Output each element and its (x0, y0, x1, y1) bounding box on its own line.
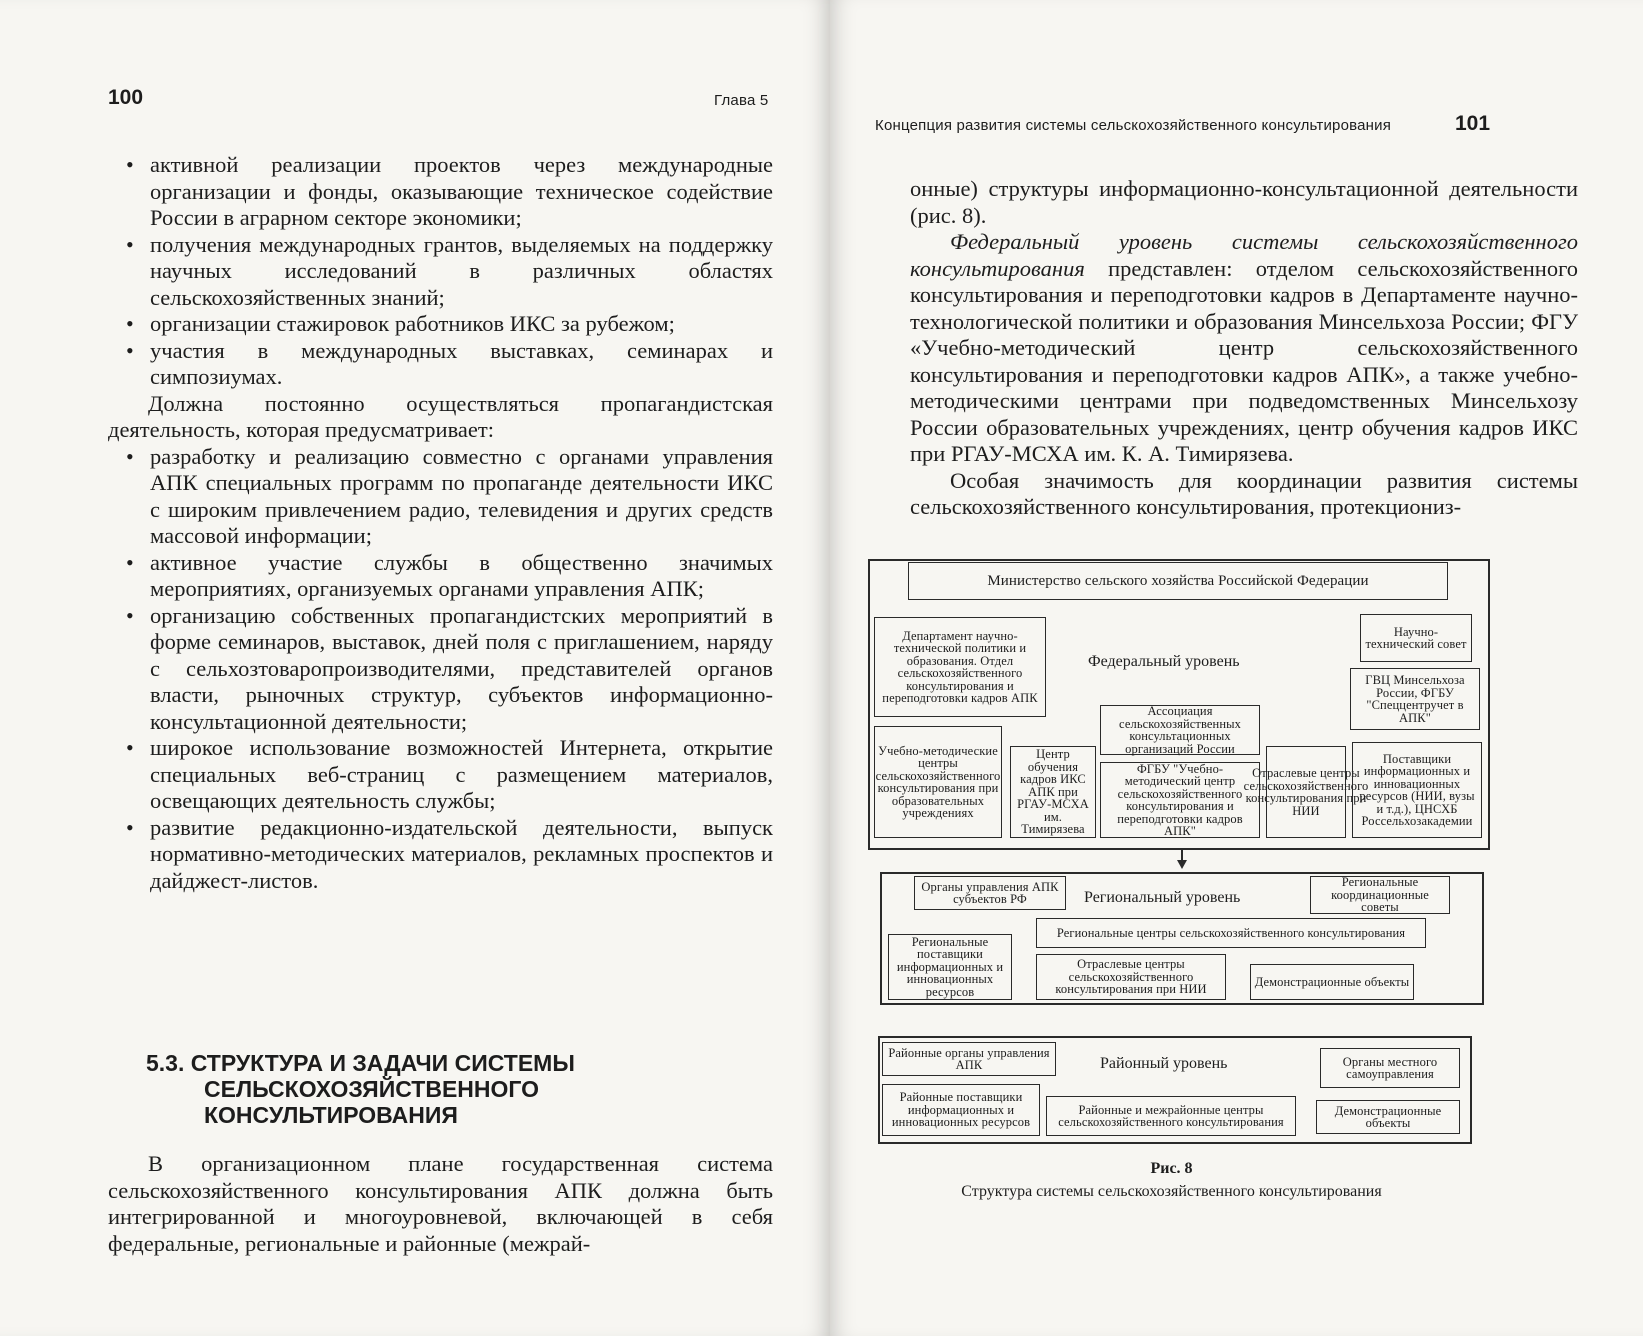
edu-centers-box: Учебно-методические центры сельскохозяйственного консультирования при образовательных учреждениях (874, 726, 1002, 838)
district-level-label: Районный уровень (1100, 1055, 1228, 1072)
italic-term: Федеральный уровень системы сельскохозяйственного консультирования (910, 229, 1578, 281)
district-demo-box: Демонстрационные объекты (1316, 1100, 1460, 1134)
training-center-box: Центр обучения кадров ИКС АПК при РГАУ-МСХА им. Тимирязева (1010, 746, 1096, 838)
arrow-line (1181, 850, 1183, 862)
regional-level-label: Региональный уровень (1084, 889, 1241, 906)
paragraph-federal (910, 229, 1578, 468)
figure-caption: Структура системы сельскохозяйственного консультирования (961, 1183, 1382, 1200)
department-box: Департамент научно-технической политики и образования. Отдел сельскохозяйственного консультирования и переподготовки кадров АПК (874, 617, 1046, 717)
federal-level-frame (868, 559, 1490, 850)
list-item: • активное участие службы в общественно значимых мероприятиях, организуемых органами управления АПК; (108, 550, 773, 603)
paragraph-propaganda: Должна постоянно осуществляться пропагандистская деятельность, которая предусматривает: (108, 390, 773, 442)
list-item: • разработку и реализацию совместно с органами управления АПК специальных программ по пропаганде деятельности ИКС с широким привлечением радио, телевидения и других средств массовой информации; (108, 444, 773, 550)
list-item: • развитие редакционно-издательской деятельности, выпуск нормативно-методических материалов, рекламных проспектов и дайджест-листов. (108, 815, 773, 895)
district-self-gov-box: Органы местного самоуправления (1320, 1048, 1460, 1088)
figure-number: Рис. 8 (1150, 1160, 1193, 1177)
regional-councils-box: Региональные координационные советы (1310, 876, 1450, 914)
section-heading: 5.3. СТРУКТУРА И ЗАДАЧИ СИСТЕМЫ СЕЛЬСКОХОЗЯЙСТВЕННОГО КОНСУЛЬТИРОВАНИЯ (146, 1050, 575, 1128)
bullet-list-propaganda (108, 444, 773, 895)
bullet-list-international (108, 152, 773, 391)
list-item: • организацию собственных пропагандистских мероприятий в форме семинаров, выставок, дней поля с приглашением, наряду с сельхозтоваропроизводителями, представителей органов власти, рыночных структур, субъектов информационно-консультационной деятельности; (108, 603, 773, 736)
list-item: • получения международных грантов, выделяемых на поддержку научных исследований в различных областях сельскохозяйственных знаний; (108, 232, 773, 312)
list-item: • широкое использование возможностей Интернета, открытие специальных веб-страниц с размещением материалов, освещающих деятельность службы; (108, 735, 773, 815)
district-centers-box: Районные и межрайонные центры сельскохозяйственного консультирования (1046, 1096, 1296, 1136)
running-head-left: Глава 5 (714, 92, 769, 109)
association-box: Ассоциация сельскохозяйственных консультационных организаций России (1100, 705, 1260, 755)
running-head-right: Концепция развития системы сельскохозяйственного консультирования (875, 117, 1392, 134)
paragraph-special: Особая значимость для координации развития системы сельскохозяйственного консультирования, протекциониз- (910, 467, 1578, 519)
right-body-text (910, 176, 1578, 521)
ministry-box: Министерство сельского хозяйства Российской Федерации (908, 562, 1448, 600)
left-body-text (108, 152, 773, 894)
federal-level-label: Федеральный уровень (1088, 653, 1240, 670)
district-authorities-box: Районные органы управления АПК (882, 1042, 1056, 1076)
suppliers-box: Поставщики информационных и инновационных ресурсов (НИИ, вузы и т.д.), ЦНСХБ Россельхозакадемии (1352, 742, 1482, 838)
regional-demo-box: Демонстрационные объекты (1250, 964, 1414, 1000)
paragraph-intro: В организационном плане государственная система сельскохозяйственного консультирования АПК должна быть интегрированной и многоуровневой, включающей в себя федеральные, региональные и районные (межрай- (108, 1151, 773, 1256)
science-council-box: Научно-технический совет (1360, 614, 1472, 662)
branch-centers-box: Отраслевые центры сельскохозяйственного консультирования при НИИ (1266, 746, 1346, 838)
regional-authorities-box: Органы управления АПК субъектов РФ (914, 876, 1066, 910)
page-number-right: 101 (1455, 112, 1491, 135)
district-suppliers-box: Районные поставщики информационных и инновационных ресурсов (882, 1084, 1040, 1136)
paragraph-continued: онные) структуры информационно-консультационной деятельности (рис. 8). (910, 176, 1578, 228)
right-page (830, 0, 1643, 1336)
list-item: • организации стажировок работников ИКС за рубежом; (108, 311, 773, 338)
arrow-down-icon (1177, 860, 1187, 869)
regional-branch-centers-box: Отраслевые центры сельскохозяйственного консультирования при НИИ (1036, 954, 1226, 1000)
district-level-frame (878, 1036, 1472, 1144)
list-item: • активной реализации проектов через международные организации и фонды, оказывающие техническое содействие России в аграрном секторе экономики; (108, 152, 773, 232)
regional-suppliers-box: Региональные поставщики информационных и инновационных ресурсов (888, 934, 1012, 1000)
regional-centers-box: Региональные центры сельскохозяйственного консультирования (1036, 918, 1426, 948)
gvc-box: ГВЦ Минсельхоза России, ФГБУ "Спеццентручет в АПК" (1350, 668, 1480, 730)
list-item: • участия в международных выставках, семинарах и симпозиумах. (108, 338, 773, 391)
paragraph-federal-text: представлен: отделом сельскохозяйственного консультирования и переподготовки кадров в Департаменте научно-технологической политики и образования Минсельхоза России; ФГУ «Учебно-методический центр сельскохозяйственного консультирования и переподготовки кадров АПК», а также учебно-методическими центрами при подведомственных Минсельхозу России образовательных учреждениях, центр обучения кадров ИКС при РГАУ-МСХА им. К. А. Тимирязева. (910, 255, 1578, 466)
regional-level-frame (880, 872, 1484, 1005)
page-number-left: 100 (108, 86, 144, 109)
fgbu-box: ФГБУ "Учебно-методический центр сельскохозяйственного консультирования и переподготовки кадров АПК" (1100, 762, 1260, 838)
